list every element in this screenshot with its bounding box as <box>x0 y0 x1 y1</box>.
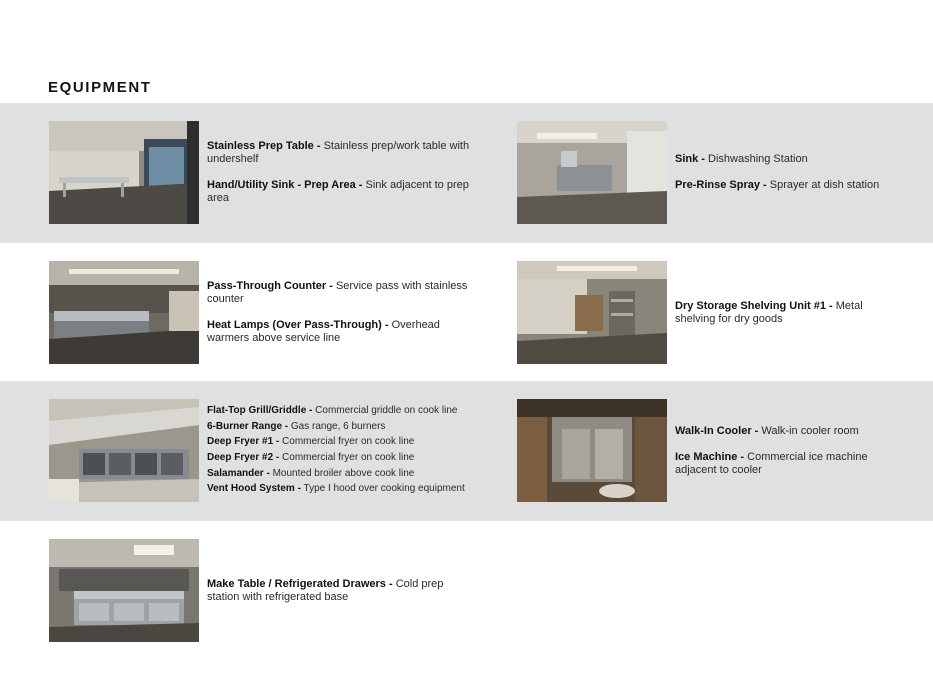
equipment-row-1 <box>0 103 933 243</box>
equipment-item: Deep Fryer #1 - Commercial fryer on cook line <box>207 436 415 448</box>
equipment-item: Deep Fryer #2 - Commercial fryer on cook line <box>207 452 415 463</box>
equipment-item: Pass-Through Counter - Service pass with stainless counter <box>207 280 468 305</box>
page-title: EQUIPMENT <box>48 79 152 96</box>
equipment-item: Heat Lamps (Over Pass-Through) - Overhead warmers above service line <box>207 319 440 344</box>
make-table-photo <box>49 539 199 642</box>
equipment-list <box>675 399 900 502</box>
equipment-row-3 <box>0 381 933 521</box>
equipment-list <box>675 121 900 224</box>
equipment-card-cook-line <box>49 399 479 502</box>
dry-storage-photo <box>517 261 667 364</box>
equipment-item: Flat-Top Grill/Griddle - Commercial griddle on cook line <box>207 404 458 416</box>
equipment-card-dish-station <box>517 121 917 224</box>
equipment-card-make-table <box>49 539 479 642</box>
equipment-item: Sink - Dishwashing Station <box>675 153 808 165</box>
equipment-row-2 <box>0 243 933 383</box>
equipment-list <box>207 261 477 364</box>
dish-station-photo <box>517 121 667 224</box>
equipment-row-4 <box>0 521 933 661</box>
equipment-item: Walk-In Cooler - Walk-in cooler room <box>675 424 859 437</box>
equipment-item: Vent Hood System - Type I hood over cooking equipment <box>207 483 465 495</box>
equipment-list <box>207 399 477 502</box>
equipment-item: Salamander - Mounted broiler above cook line <box>207 467 415 479</box>
equipment-item: Stainless Prep Table - Stainless prep/work table with undershelf <box>207 140 470 165</box>
equipment-card-pass-through <box>49 261 479 364</box>
equipment-card-prep-area <box>49 121 479 224</box>
cook-line-photo <box>49 399 199 502</box>
equipment-item: Make Table / Refrigerated Drawers - Cold prep station with refrigerated base <box>207 577 444 603</box>
equipment-item: Hand/Utility Sink - Prep Area - Sink adjacent to prep area <box>207 179 469 204</box>
equipment-item: Dry Storage Shelving Unit #1 - Metal shelving for dry goods <box>675 299 863 325</box>
equipment-list <box>675 261 900 364</box>
equipment-card-walk-in-cooler <box>517 399 917 502</box>
equipment-item: 6-Burner Range - Gas range, 6 burners <box>207 420 386 432</box>
equipment-item: Pre-Rinse Spray - Sprayer at dish station <box>675 179 880 191</box>
pass-through-photo <box>49 261 199 364</box>
equipment-list <box>207 121 477 224</box>
equipment-card-dry-storage <box>517 261 917 364</box>
prep-area-photo <box>49 121 199 224</box>
equipment-list <box>207 539 477 642</box>
equipment-item: Ice Machine - Commercial ice machine adjacent to cooler <box>675 450 868 476</box>
walk-in-cooler-photo <box>517 399 667 502</box>
